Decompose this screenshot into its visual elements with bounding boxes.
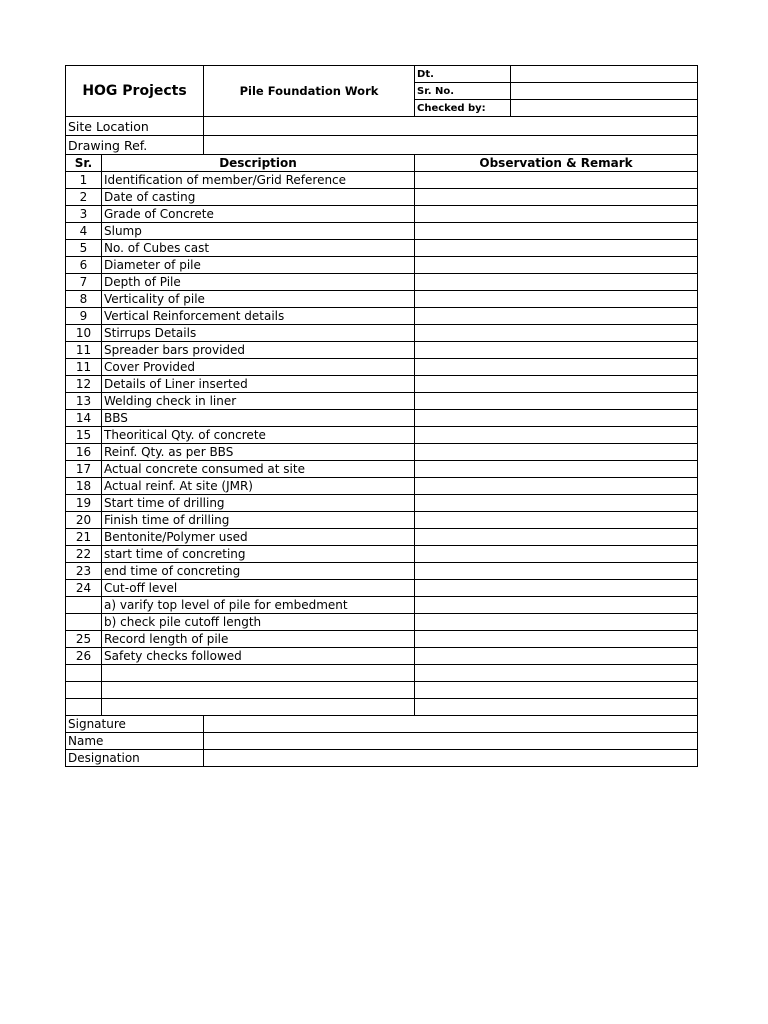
row-observation-field[interactable] [415, 308, 698, 325]
checked-by-field[interactable] [511, 100, 698, 117]
row-description: Bentonite/Polymer used [102, 529, 415, 546]
checklist-row [66, 580, 698, 597]
checklist-row [66, 325, 698, 342]
observation-column-header: Observation & Remark [415, 155, 698, 172]
row-sr-number [66, 665, 102, 682]
row-observation-field[interactable] [415, 427, 698, 444]
name-field[interactable] [204, 733, 698, 750]
checklist-row [66, 359, 698, 376]
row-sr-number [66, 614, 102, 631]
signature-field[interactable] [204, 716, 698, 733]
row-sr-number: 11 [66, 359, 102, 376]
checklist-row [66, 461, 698, 478]
row-sr-number: 9 [66, 308, 102, 325]
checklist-row [66, 682, 698, 699]
row-sr-number [66, 682, 102, 699]
sr-no-field[interactable] [511, 83, 698, 100]
row-observation-field[interactable] [415, 172, 698, 189]
row-description: Identification of member/Grid Reference [102, 172, 415, 189]
name-row [66, 733, 698, 750]
checklist-row [66, 206, 698, 223]
row-observation-field[interactable] [415, 580, 698, 597]
row-description [102, 682, 415, 699]
row-description: Reinf. Qty. as per BBS [102, 444, 415, 461]
row-sr-number: 10 [66, 325, 102, 342]
row-observation-field[interactable] [415, 393, 698, 410]
drawing-ref-label: Drawing Ref. [66, 136, 204, 155]
checklist-row [66, 410, 698, 427]
row-description: Welding check in liner [102, 393, 415, 410]
row-sr-number: 25 [66, 631, 102, 648]
row-observation-field[interactable] [415, 274, 698, 291]
row-description: Start time of drilling [102, 495, 415, 512]
sr-column-header: Sr. [66, 155, 102, 172]
column-header-row [66, 155, 698, 172]
row-sr-number: 6 [66, 257, 102, 274]
row-observation-field[interactable] [415, 529, 698, 546]
row-description: Record length of pile [102, 631, 415, 648]
sr-no-label: Sr. No. [415, 83, 511, 100]
row-sr-number: 8 [66, 291, 102, 308]
name-label: Name [66, 733, 204, 750]
row-description: b) check pile cutoff length [102, 614, 415, 631]
row-observation-field[interactable] [415, 325, 698, 342]
site-location-row [66, 117, 698, 136]
row-description: Theoritical Qty. of concrete [102, 427, 415, 444]
form-table [65, 65, 698, 767]
pile-inspection-form [65, 65, 697, 767]
site-location-field[interactable] [204, 117, 698, 136]
checklist-row [66, 444, 698, 461]
checklist-row [66, 240, 698, 257]
row-sr-number: 11 [66, 342, 102, 359]
row-observation-field[interactable] [415, 223, 698, 240]
designation-label: Designation [66, 750, 204, 767]
row-description: Verticality of pile [102, 291, 415, 308]
row-sr-number: 13 [66, 393, 102, 410]
row-observation-field[interactable] [415, 597, 698, 614]
row-sr-number: 17 [66, 461, 102, 478]
checklist-row [66, 342, 698, 359]
row-sr-number: 15 [66, 427, 102, 444]
checklist-row [66, 648, 698, 665]
row-description: Slump [102, 223, 415, 240]
row-observation-field[interactable] [415, 478, 698, 495]
row-observation-field[interactable] [415, 648, 698, 665]
row-description: Grade of Concrete [102, 206, 415, 223]
date-label: Dt. [415, 66, 511, 83]
footer-section [66, 716, 698, 767]
row-description: No. of Cubes cast [102, 240, 415, 257]
checklist-row [66, 529, 698, 546]
checklist-rows [66, 172, 698, 716]
row-sr-number: 5 [66, 240, 102, 257]
checklist-row [66, 563, 698, 580]
row-observation-field[interactable] [415, 682, 698, 699]
drawing-ref-row [66, 136, 698, 155]
signature-label: Signature [66, 716, 204, 733]
row-sr-number: 16 [66, 444, 102, 461]
checklist-row [66, 512, 698, 529]
checklist-row [66, 274, 698, 291]
row-observation-field[interactable] [415, 291, 698, 308]
company-name: HOG Projects [66, 66, 204, 117]
checklist-row [66, 257, 698, 274]
row-description: Details of Liner inserted [102, 376, 415, 393]
checklist-row [66, 308, 698, 325]
row-description: Depth of Pile [102, 274, 415, 291]
signature-row [66, 716, 698, 733]
checklist-row [66, 427, 698, 444]
row-sr-number: 26 [66, 648, 102, 665]
date-field[interactable] [511, 66, 698, 83]
row-description: BBS [102, 410, 415, 427]
row-description [102, 665, 415, 682]
checklist-row [66, 172, 698, 189]
header-row-dt [66, 66, 698, 83]
row-sr-number: 19 [66, 495, 102, 512]
row-description: Actual concrete consumed at site [102, 461, 415, 478]
row-observation-field[interactable] [415, 444, 698, 461]
checklist-row [66, 291, 698, 308]
row-description: a) varify top level of pile for embedment [102, 597, 415, 614]
row-sr-number: 7 [66, 274, 102, 291]
row-observation-field[interactable] [415, 376, 698, 393]
row-sr-number: 20 [66, 512, 102, 529]
row-description: end time of concreting [102, 563, 415, 580]
row-observation-field[interactable] [415, 546, 698, 563]
row-observation-field[interactable] [415, 359, 698, 376]
checklist-row [66, 631, 698, 648]
row-description: Stirrups Details [102, 325, 415, 342]
row-sr-number: 24 [66, 580, 102, 597]
site-location-label: Site Location [66, 117, 204, 136]
row-sr-number: 18 [66, 478, 102, 495]
checklist-row [66, 614, 698, 631]
checklist-row [66, 189, 698, 206]
checklist-row [66, 495, 698, 512]
row-observation-field[interactable] [415, 512, 698, 529]
row-description: start time of concreting [102, 546, 415, 563]
checklist-row [66, 546, 698, 563]
row-sr-number: 2 [66, 189, 102, 206]
row-description: Diameter of pile [102, 257, 415, 274]
designation-field[interactable] [204, 750, 698, 767]
row-sr-number: 22 [66, 546, 102, 563]
row-description: Spreader bars provided [102, 342, 415, 359]
row-sr-number: 14 [66, 410, 102, 427]
row-description: Cut-off level [102, 580, 415, 597]
row-observation-field[interactable] [415, 342, 698, 359]
row-description: Cover Provided [102, 359, 415, 376]
row-description: Safety checks followed [102, 648, 415, 665]
checked-by-label: Checked by: [415, 100, 511, 117]
row-description: Actual reinf. At site (JMR) [102, 478, 415, 495]
row-sr-number: 3 [66, 206, 102, 223]
row-sr-number: 21 [66, 529, 102, 546]
row-description: Finish time of drilling [102, 512, 415, 529]
checklist-row [66, 665, 698, 682]
row-sr-number: 4 [66, 223, 102, 240]
checklist-row [66, 478, 698, 495]
designation-row [66, 750, 698, 767]
row-observation-field[interactable] [415, 240, 698, 257]
row-observation-field[interactable] [415, 189, 698, 206]
description-column-header: Description [102, 155, 415, 172]
row-observation-field[interactable] [415, 563, 698, 580]
row-description [102, 699, 415, 716]
row-sr-number [66, 597, 102, 614]
row-observation-field[interactable] [415, 461, 698, 478]
row-sr-number: 12 [66, 376, 102, 393]
row-observation-field[interactable] [415, 410, 698, 427]
row-sr-number: 1 [66, 172, 102, 189]
row-sr-number: 23 [66, 563, 102, 580]
row-observation-field[interactable] [415, 631, 698, 648]
checklist-row [66, 223, 698, 240]
row-observation-field[interactable] [415, 206, 698, 223]
row-observation-field[interactable] [415, 665, 698, 682]
row-description: Date of casting [102, 189, 415, 206]
row-observation-field[interactable] [415, 699, 698, 716]
drawing-ref-field[interactable] [204, 136, 698, 155]
work-title: Pile Foundation Work [204, 66, 415, 117]
row-observation-field[interactable] [415, 614, 698, 631]
checklist-row [66, 597, 698, 614]
checklist-row [66, 699, 698, 716]
row-sr-number [66, 699, 102, 716]
checklist-row [66, 376, 698, 393]
row-description: Vertical Reinforcement details [102, 308, 415, 325]
checklist-row [66, 393, 698, 410]
row-observation-field[interactable] [415, 495, 698, 512]
row-observation-field[interactable] [415, 257, 698, 274]
